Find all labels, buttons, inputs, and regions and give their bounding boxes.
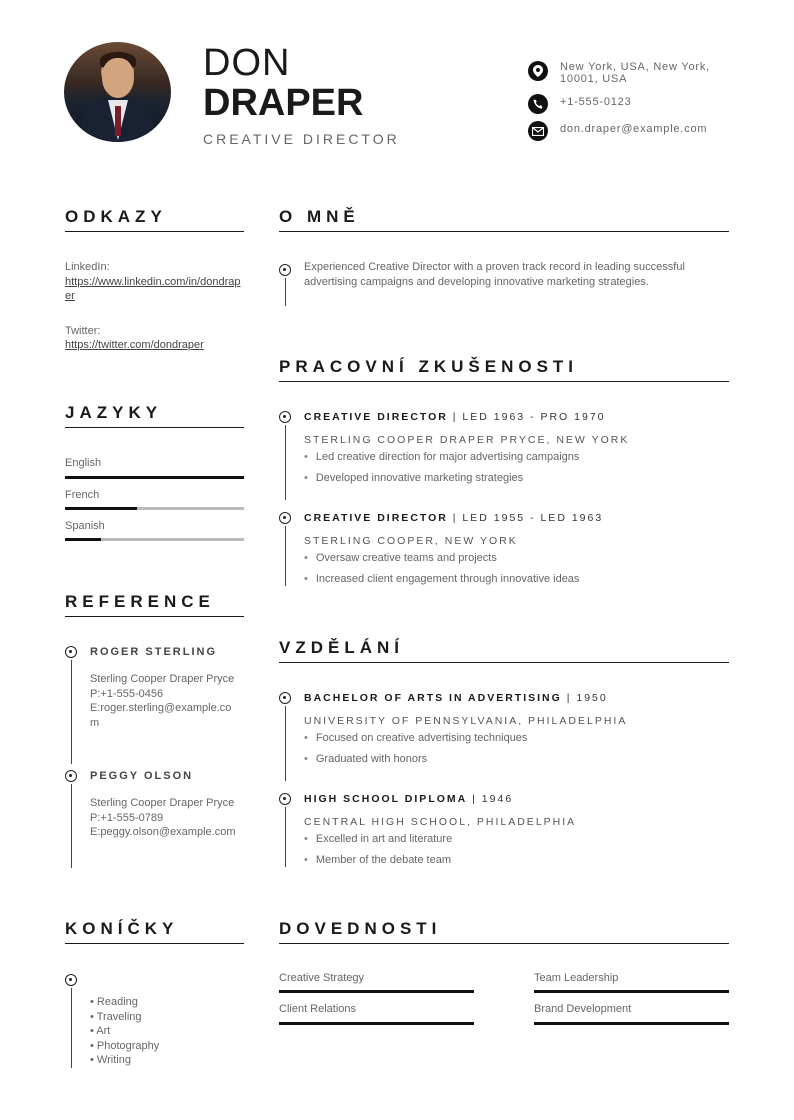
twitter-label: Twitter: bbox=[65, 324, 101, 337]
timeline-line bbox=[71, 784, 72, 868]
job-heading bbox=[304, 411, 606, 423]
links-list bbox=[65, 260, 243, 353]
skill-label: Creative Strategy bbox=[279, 972, 364, 984]
timeline-line bbox=[285, 425, 286, 500]
reference-email[interactable]: E:peggy.olson@example.com bbox=[90, 826, 236, 838]
timeline-dot-icon bbox=[279, 264, 291, 276]
address-text: New York, USA, New York, 10001, USA bbox=[560, 61, 711, 85]
timeline-dot-icon bbox=[279, 793, 291, 805]
languages-divider bbox=[65, 427, 244, 428]
about-title: O MNĚ bbox=[279, 207, 360, 226]
timeline-line bbox=[285, 278, 286, 306]
last-name: DRAPER bbox=[203, 82, 364, 124]
job-bullet: • Increased client engagement through innovative ideas bbox=[304, 573, 579, 585]
links-divider bbox=[65, 231, 244, 232]
reference-name: PEGGY OLSON bbox=[90, 770, 194, 782]
reference-company: Sterling Cooper Draper Pryce bbox=[90, 797, 235, 809]
experience-divider bbox=[279, 381, 729, 382]
twitter-link[interactable]: https://twitter.com/dondraper bbox=[65, 339, 204, 351]
language-name: English bbox=[65, 457, 102, 469]
reference-phone: P:+1-555-0789 bbox=[90, 811, 164, 824]
links-title: ODKAZY bbox=[65, 207, 167, 226]
location-pin-icon bbox=[528, 61, 548, 81]
email-text: don.draper@example.com bbox=[560, 123, 708, 135]
contact-address bbox=[528, 61, 730, 85]
education-heading bbox=[304, 692, 608, 704]
education-degree: BACHELOR OF ARTS IN ADVERTISING bbox=[304, 692, 562, 704]
language-bar-fill bbox=[65, 538, 101, 541]
education-bullet: • Graduated with honors bbox=[304, 753, 427, 765]
timeline-dot-icon bbox=[65, 646, 77, 658]
timeline-line bbox=[71, 660, 72, 764]
hobbies-divider bbox=[65, 943, 244, 944]
job-heading bbox=[304, 512, 603, 524]
references-divider bbox=[65, 616, 244, 617]
languages-title: JAZYKY bbox=[65, 403, 163, 422]
education-degree: HIGH SCHOOL DIPLOMA bbox=[304, 793, 468, 805]
job-company: STERLING COOPER, NEW YORK bbox=[304, 535, 518, 547]
timeline-dot-icon bbox=[279, 692, 291, 704]
reference-details bbox=[90, 672, 240, 730]
skill-bar bbox=[279, 990, 474, 993]
profile-photo bbox=[64, 42, 171, 142]
timeline-line bbox=[285, 526, 286, 586]
education-school: CENTRAL HIGH SCHOOL, PHILADELPHIA bbox=[304, 816, 577, 828]
job-position: CREATIVE DIRECTOR bbox=[304, 512, 448, 524]
job-dates: | LED 1955 - LED 1963 bbox=[447, 512, 604, 524]
timeline-dot-icon bbox=[279, 512, 291, 524]
reference-name: ROGER STERLING bbox=[90, 646, 218, 658]
reference-email[interactable]: E:roger.sterling@example.com bbox=[90, 702, 232, 729]
skill-bar bbox=[534, 990, 729, 993]
education-school: UNIVERSITY OF PENNSYLVANIA, PHILADELPHIA bbox=[304, 715, 628, 727]
hobby-item: • Reading bbox=[90, 996, 138, 1008]
timeline-line bbox=[285, 807, 286, 867]
reference-phone: P:+1-555-0456 bbox=[90, 687, 164, 700]
hobby-item: • Traveling bbox=[90, 1010, 142, 1023]
language-name: Spanish bbox=[65, 520, 105, 532]
job-position: CREATIVE DIRECTOR bbox=[304, 411, 448, 423]
job-role: CREATIVE DIRECTOR bbox=[203, 131, 400, 147]
contact-phone bbox=[528, 94, 730, 114]
education-title: VZDĚLÁNÍ bbox=[279, 638, 404, 657]
job-dates: | LED 1963 - PRO 1970 bbox=[447, 411, 606, 423]
skill-label: Brand Development bbox=[534, 1003, 632, 1015]
job-company: STERLING COOPER DRAPER PRYCE, NEW YORK bbox=[304, 434, 630, 446]
envelope-icon bbox=[528, 121, 548, 141]
education-bullet: • Focused on creative advertising techniques bbox=[304, 732, 527, 744]
first-name: DON bbox=[203, 42, 291, 84]
timeline-dot-icon bbox=[65, 974, 77, 986]
reference-company: Sterling Cooper Draper Pryce bbox=[90, 673, 235, 685]
education-heading bbox=[304, 793, 513, 805]
language-name: French bbox=[65, 489, 100, 501]
skill-label: Team Leadership bbox=[534, 972, 619, 984]
education-year: | 1946 bbox=[467, 793, 514, 805]
job-bullet: • Oversaw creative teams and projects bbox=[304, 552, 497, 564]
timeline-line bbox=[71, 988, 72, 1068]
job-bullet: • Led creative direction for major advertising campaigns bbox=[304, 451, 579, 463]
contact-email[interactable] bbox=[528, 121, 730, 141]
linkedin-label: LinkedIn: bbox=[65, 261, 110, 273]
timeline-line bbox=[285, 706, 286, 781]
phone-text: +1-555-0123 bbox=[560, 96, 632, 108]
reference-details bbox=[90, 796, 240, 840]
skills-divider bbox=[279, 943, 729, 944]
language-bar-fill bbox=[65, 476, 244, 479]
education-divider bbox=[279, 662, 729, 663]
job-bullet: • Developed innovative marketing strategies bbox=[304, 472, 523, 484]
hobby-item: • Writing bbox=[90, 1054, 131, 1066]
experience-title: PRACOVNÍ ZKUŠENOSTI bbox=[279, 357, 579, 376]
skill-label: Client Relations bbox=[279, 1003, 357, 1015]
hobbies-title: KONÍČKY bbox=[65, 919, 179, 938]
skill-bar bbox=[534, 1022, 729, 1025]
phone-icon bbox=[528, 94, 548, 114]
skill-bar bbox=[279, 1022, 474, 1025]
timeline-dot-icon bbox=[65, 770, 77, 782]
timeline-dot-icon bbox=[279, 411, 291, 423]
linkedin-link[interactable]: https://www.linkedin.com/in/dondraper bbox=[65, 275, 241, 302]
education-bullet: • Excelled in art and literature bbox=[304, 833, 452, 845]
hobby-item: • Photography bbox=[90, 1039, 160, 1052]
language-bar-fill bbox=[65, 507, 137, 510]
about-text: Experienced Creative Director with a proven track record in leading successful advertising campaigns and developing innovative marketing strategies. bbox=[304, 261, 685, 288]
education-bullet: • Member of the debate team bbox=[304, 854, 451, 866]
hobbies-list bbox=[90, 995, 159, 1068]
skills-title: DOVEDNOSTI bbox=[279, 919, 442, 938]
hobby-item: • Art bbox=[90, 1025, 111, 1037]
references-title: REFERENCE bbox=[65, 592, 215, 611]
about-divider bbox=[279, 231, 729, 232]
education-year: | 1950 bbox=[561, 692, 608, 704]
